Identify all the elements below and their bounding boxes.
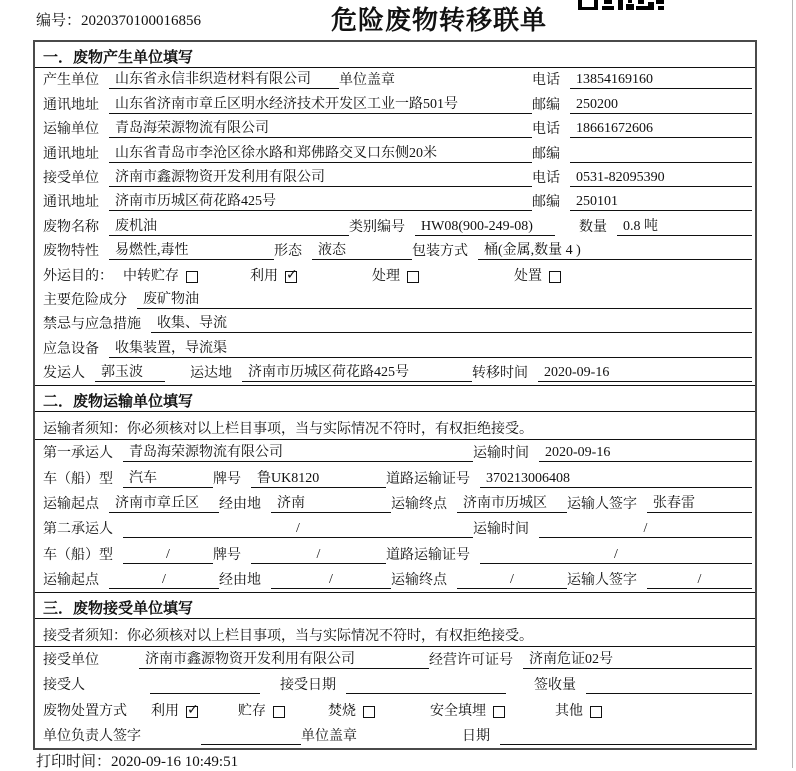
field-value: / [251, 546, 386, 564]
form-row [35, 166, 755, 190]
checkbox-unchecked-icon [273, 706, 285, 718]
field-value [346, 676, 506, 694]
field-label: 运输人签字 [567, 572, 637, 588]
form-row [35, 214, 755, 238]
field-label: 邮编 [532, 146, 560, 162]
serial-label: 编号： [36, 13, 82, 29]
field-label: 车（船）型 [43, 471, 113, 487]
checkbox-unchecked-icon [590, 706, 602, 718]
section-receiver [35, 592, 755, 748]
field-value: 收集、导流 [151, 315, 752, 333]
checkbox-label: 其他 [555, 703, 583, 719]
field-value: 汽车 [123, 470, 213, 488]
form-row [35, 672, 755, 697]
field-label: 经营许可证号 [429, 653, 513, 669]
field-value: HW08(900-249-08) [415, 218, 555, 236]
checkbox-label: 中转贮存 [123, 268, 179, 284]
field-label: 运输起点 [43, 572, 99, 588]
section-transporter [35, 385, 755, 592]
field-value: 250200 [570, 96, 752, 114]
section-producer [35, 42, 755, 385]
field-value: 郭玉波 [95, 364, 165, 382]
field-label: 邮编 [532, 195, 560, 211]
checkbox-unchecked-icon [407, 271, 419, 283]
field-value: 易燃性,毒性 [109, 242, 274, 260]
field-value: 青岛海荣源物流有限公司 [123, 444, 473, 462]
form-row [35, 68, 755, 92]
field-value: 18661672606 [570, 120, 752, 138]
field-label: 运达地 [190, 366, 232, 382]
form-row [35, 288, 755, 312]
checkbox-field [430, 703, 505, 720]
field-label: 主要危险成分 [43, 292, 127, 308]
section-receiver-title: 三．废物接受单位填写 [35, 593, 755, 619]
field-label: 电话 [532, 73, 560, 89]
field-label: 牌号 [213, 547, 241, 563]
checkbox-unchecked-icon [549, 271, 561, 283]
form-row [35, 465, 755, 490]
form-row [35, 190, 755, 214]
print-timestamp-label: 打印时间： [36, 754, 112, 770]
checkbox-field [238, 703, 285, 720]
section-transporter-rows [35, 440, 755, 592]
field-label: 通讯地址 [43, 146, 99, 162]
field-value: 山东省永信非织造材料有限公司 [109, 71, 339, 89]
form-row [35, 239, 755, 263]
hazardous-waste-transfer-form [33, 40, 757, 750]
field-label: 单位盖章 [301, 729, 357, 745]
field-label: 产生单位 [43, 73, 99, 89]
field-label: 运输终点 [391, 496, 447, 512]
form-row [35, 697, 755, 722]
field-label: 应急设备 [43, 341, 99, 357]
form-row [35, 516, 755, 541]
transporter-notice: 运输者须知：你必须核对以上栏目事项，当与实际情况不符时，有权拒绝接受。 [35, 412, 755, 440]
checkbox-field [328, 703, 375, 720]
form-row [35, 567, 755, 592]
field-value: 收集装置，导流渠 [109, 340, 752, 358]
field-label: 废物处置方式 [43, 703, 127, 719]
receiver-notice: 接受者须知：你必须核对以上栏目事项，当与实际情况不符时，有权拒绝接受。 [35, 619, 755, 647]
qr-code-fragment-icon [578, 0, 666, 11]
field-label: 单位负责人签字 [43, 729, 141, 745]
field-label: 第一承运人 [43, 446, 113, 462]
field-label: 接受单位 [43, 170, 99, 186]
field-value [570, 145, 752, 163]
field-label: 运输单位 [43, 122, 99, 138]
field-value: 鲁UK8120 [251, 470, 386, 488]
field-value: 液态 [312, 242, 412, 260]
field-value: 2020-09-16 [539, 444, 752, 462]
checkbox-label: 利用 [250, 268, 278, 284]
field-value: 济南危证02号 [523, 651, 752, 669]
field-value: 2020-09-16 [538, 364, 752, 382]
field-value: / [109, 571, 219, 589]
field-value: / [271, 571, 391, 589]
checkbox-label: 利用 [151, 703, 179, 719]
form-row [35, 92, 755, 116]
field-value: 张春雷 [647, 495, 752, 513]
field-label: 签收量 [534, 678, 576, 694]
checkbox-field [151, 703, 198, 720]
form-title: 危险废物转移联单 [331, 5, 548, 35]
form-row [35, 141, 755, 165]
section-receiver-rows [35, 647, 755, 748]
checkbox-field [514, 268, 561, 285]
field-value: / [480, 546, 752, 564]
field-label: 形态 [274, 244, 302, 260]
form-row [35, 336, 755, 360]
field-label: 运输时间 [473, 522, 529, 538]
field-label: 通讯地址 [43, 97, 99, 113]
form-row [35, 117, 755, 141]
field-value: / [123, 546, 213, 564]
field-label: 运输终点 [391, 572, 447, 588]
field-value: 济南市章丘区 [109, 495, 219, 513]
field-value: 济南市鑫源物资开发利用有限公司 [139, 651, 429, 669]
field-label: 运输起点 [43, 496, 99, 512]
field-value: 青岛海荣源物流有限公司 [109, 120, 532, 138]
field-value: 济南市鑫源物资开发利用有限公司 [109, 169, 532, 187]
field-value [201, 727, 301, 745]
field-value [150, 676, 260, 694]
checkbox-field [372, 268, 419, 285]
section-transporter-title: 二．废物运输单位填写 [35, 386, 755, 412]
form-row [35, 647, 755, 672]
field-value: 250101 [570, 193, 752, 211]
field-value: / [539, 520, 752, 538]
checkbox-field [555, 703, 602, 720]
field-value: 济南 [271, 495, 391, 513]
checkbox-unchecked-icon [363, 706, 375, 718]
form-row [35, 263, 755, 287]
field-value: 济南市历城区 [457, 495, 567, 513]
form-row [35, 723, 755, 748]
field-label: 日期 [462, 729, 490, 745]
form-serial-number [36, 9, 201, 30]
field-label: 发运人 [43, 366, 85, 382]
serial-value: 2020370100016856 [81, 13, 202, 29]
field-label: 通讯地址 [43, 195, 99, 211]
page-right-edge [792, 0, 793, 768]
field-label: 第二承运人 [43, 522, 113, 538]
field-label: 废物名称 [43, 219, 99, 235]
form-row [35, 361, 755, 385]
field-label: 电话 [532, 170, 560, 186]
field-label: 邮编 [532, 97, 560, 113]
checkbox-label: 处置 [514, 268, 542, 284]
field-value [586, 676, 752, 694]
field-label: 经由地 [219, 496, 261, 512]
field-label: 禁忌与应急措施 [43, 317, 141, 333]
checkbox-label: 安全填埋 [430, 703, 486, 719]
field-value: / [457, 571, 567, 589]
checkbox-label: 贮存 [238, 703, 266, 719]
form-row [35, 491, 755, 516]
field-value: 0531-82095390 [570, 169, 752, 187]
field-label: 接受人 [43, 678, 85, 694]
field-label: 运输时间 [473, 446, 529, 462]
form-row [35, 541, 755, 566]
checkbox-label: 焚烧 [328, 703, 356, 719]
field-value: 桶(金属,数量 4 ) [478, 242, 752, 260]
field-value: 废矿物油 [137, 291, 752, 309]
field-label: 类别编号 [349, 219, 405, 235]
field-label: 牌号 [213, 471, 241, 487]
field-label: 废物特性 [43, 244, 99, 260]
section-producer-rows [35, 68, 755, 385]
field-value: 济南市历城区荷花路425号 [109, 193, 532, 211]
field-label: 单位盖章 [339, 73, 395, 89]
field-label: 车（船）型 [43, 547, 113, 563]
checkbox-field [250, 268, 297, 285]
field-label: 接受单位 [43, 653, 99, 669]
field-value: 山东省济南市章丘区明水经济技术开发区工业一路501号 [109, 96, 532, 114]
form-row [35, 440, 755, 465]
form-row [35, 312, 755, 336]
field-label: 道路运输证号 [386, 547, 470, 563]
field-label: 道路运输证号 [386, 471, 470, 487]
field-label: 运输人签字 [567, 496, 637, 512]
field-value: 废机油 [109, 218, 349, 236]
field-label: 外运目的： [43, 268, 113, 284]
checkbox-checked-icon [186, 706, 198, 718]
field-value: 济南市历城区荷花路425号 [242, 364, 472, 382]
section-producer-title: 一．废物产生单位填写 [35, 42, 755, 68]
field-value: / [123, 520, 473, 538]
field-value: 山东省青岛市李沧区徐水路和郑佛路交叉口东侧20米 [109, 145, 532, 163]
field-value [500, 727, 752, 745]
field-label: 接受日期 [280, 678, 336, 694]
print-timestamp-value: 2020-09-16 10:49:51 [111, 754, 239, 770]
field-value: 13854169160 [570, 71, 752, 89]
field-value: 370213006408 [480, 470, 752, 488]
field-label: 数量 [579, 219, 607, 235]
field-value: 0.8 吨 [617, 218, 752, 236]
field-label: 转移时间 [472, 366, 528, 382]
checkbox-unchecked-icon [493, 706, 505, 718]
checkbox-checked-icon [285, 271, 297, 283]
checkbox-label: 处理 [372, 268, 400, 284]
field-label: 包装方式 [412, 244, 468, 260]
field-label: 经由地 [219, 572, 261, 588]
field-label: 电话 [532, 122, 560, 138]
checkbox-unchecked-icon [186, 271, 198, 283]
checkbox-field [123, 268, 198, 285]
field-value: / [647, 571, 752, 589]
